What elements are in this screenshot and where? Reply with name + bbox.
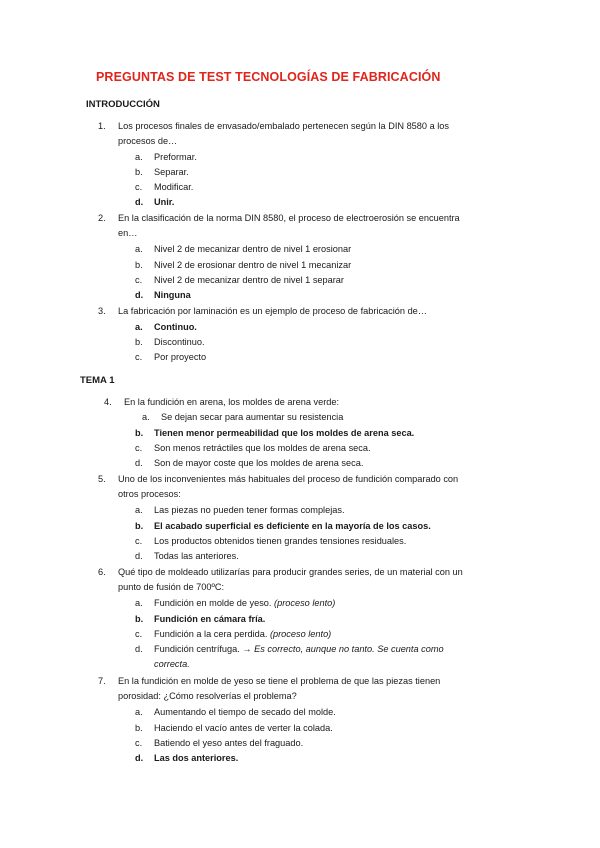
question-text-line: porosidad: ¿Cómo resolverías el problema? (118, 691, 297, 701)
option-note: (proceso lento) (269, 629, 332, 639)
question-number: 7. (98, 676, 106, 686)
question-5 (98, 472, 518, 502)
question-2 (98, 211, 518, 241)
question-text-line: punto de fusión de 700ºC: (118, 582, 225, 592)
question-number: 3. (98, 306, 106, 316)
question-text-line: procesos de… (118, 136, 178, 146)
question-number: 4. (104, 397, 112, 407)
question-text-line: Uno de los inconvenientes más habituales del proceso de fundición comparado con (118, 474, 459, 484)
option-6d-note-continuation: correcta. (154, 659, 190, 669)
question-number: 2. (98, 213, 106, 223)
document-page: PREGUNTAS DE TEST TECNOLOGÍAS DE FABRICACIÓN INTRODUCCIÓN 1. Los procesos finales de envasado/embalado pertenecen según la DIN 8580 a los procesos de… a. Preformar. b. Separar. c. Modificar. d. Unir. 2. En la clasificación de la norma DIN 8580, el proceso de electroerosión se encuentra en… a. Nivel 2 de mecanizar dentro de nivel 1 erosionar b. Nivel 2 de erosionar dentro de nivel 1 mecanizar c. Nivel 2 de mecanizar dentro de nivel 1 separar d. Ninguna 3. La fabricación por laminación es un ejemplo de proceso de fabricación de… a. Continuo. b. Discontinuo. c. Por proyecto TEMA 1 4. En la fundición en arena, los moldes de arena verde: a. Se dejan secar para aumentar su resistencia b. Tienen menor permeabilidad que los moldes de arena seca. c. Son menos retráctiles que los moldes de arena seca. d. Son de mayor coste que los moldes de arena seca. 5. Uno de los inconvenientes más habituales del proceso de fundición comparado con otros procesos: a. Las piezas no pueden tener formas complejas. b. El acabado superficial es deficiente en la mayoría de los casos. c. Los productos obtenidos tienen grandes tensiones residuales. d. Todas las anteriores. 6. Qué tipo de moldeado utilizarías para producir grandes series, de un material con un punto de fusión de 700ºC: a. Fundición en molde de yeso. (proceso lento) b. Fundición en cámara fría. c. Fundición a la cera perdida. (proceso lento) d. Fundición centrífuga. → Es correcto, aunque no tanto. Se cuenta como correcta. 7. En la fundición en molde de yeso se tiene el problema de que las piezas tienen porosidad: ¿Cómo resolverías el problema? a. Aumentando el tiempo de secado del molde. b. Haciendo el vacío antes de verter la colada. c. Batiendo el yeso antes del fraguado. d. Las dos anteriores. (0, 0, 600, 848)
question-number: 5. (98, 474, 106, 484)
question-text-line: Los procesos finales de envasado/embalado pertenecen según la DIN 8580 a los (118, 121, 449, 131)
question-1 (98, 119, 518, 149)
question-6 (98, 565, 518, 595)
question-text-line: En la fundición en arena, los moldes de arena verde: (124, 397, 340, 407)
question-text-line: La fabricación por laminación es un ejemplo de proceso de fabricación de… (118, 306, 427, 316)
question-7 (98, 674, 518, 704)
page-title: PREGUNTAS DE TEST TECNOLOGÍAS DE FABRICACIÓN (96, 70, 441, 84)
question-text-line: En la fundición en molde de yeso se tiene el problema de que las piezas tienen (118, 676, 441, 686)
question-number: 1. (98, 121, 106, 131)
section-heading-introduccion: INTRODUCCIÓN (86, 99, 160, 110)
option-note: → Es correcto, aunque no tanto. Se cuenta como (242, 644, 444, 654)
question-text-line: otros procesos: (118, 489, 181, 499)
question-number: 6. (98, 567, 106, 577)
option-note: (proceso lento) (274, 598, 336, 608)
question-3 (98, 304, 518, 319)
question-text-line: en… (118, 228, 138, 238)
question-text-line: En la clasificación de la norma DIN 8580, el proceso de electroerosión se encuentra (118, 213, 460, 223)
question-text-line: Qué tipo de moldeado utilizarías para producir grandes series, de un material con un (118, 567, 463, 577)
question-4 (104, 395, 524, 410)
section-heading-tema-1: TEMA 1 (80, 375, 115, 386)
